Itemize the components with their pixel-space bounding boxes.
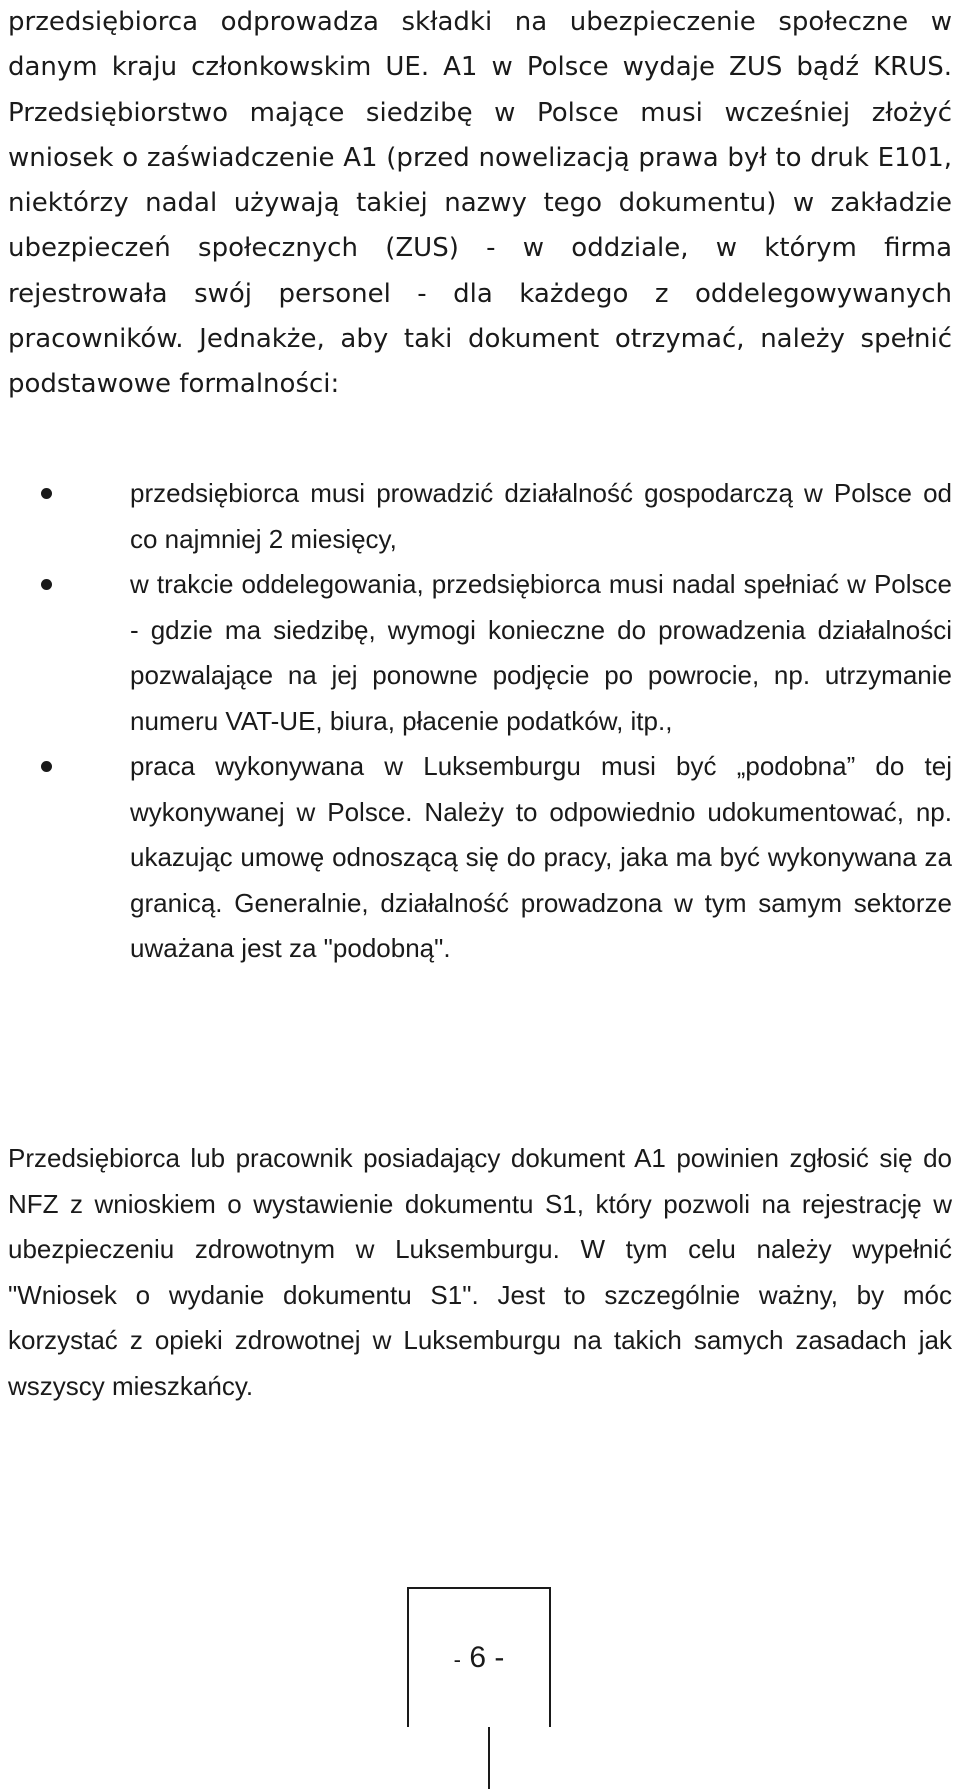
bullet-icon <box>41 488 52 499</box>
list-item <box>0 471 960 562</box>
list-item-text: w trakcie oddelegowania, przedsiębiorca musi nadal spełniać w Polsce - gdzie ma siedzibę, wymogi konieczne do prowadzenia działalności pozwalające na jej ponowne podjęcie po powrocie, np. utrzymanie numeru VAT-UE, biura, płacenie podatków, itp., <box>130 569 952 736</box>
requirements-list <box>0 471 960 972</box>
page-number-value: 6 <box>469 1641 486 1674</box>
page-number-prefix: - <box>453 1647 461 1672</box>
page-number-box <box>407 1587 551 1727</box>
page-number <box>454 1643 505 1673</box>
page-number-connector-line <box>488 1727 490 1789</box>
list-item <box>0 562 960 744</box>
page-number-suffix: - <box>494 1641 505 1674</box>
bullet-icon <box>41 579 52 590</box>
list-item <box>0 744 960 972</box>
bullet-icon <box>41 761 52 772</box>
list-item-text: przedsiębiorca musi prowadzić działalność gospodarczą w Polsce od co najmniej 2 miesięcy, <box>130 478 952 554</box>
paragraph-top: przedsiębiorca odprowadza składki na ubezpieczenie społeczne w danym kraju członkowskim UE. A1 w Polsce wydaje ZUS bądź KRUS. Przedsiębiorstwo mające siedzibę w Polsce musi wcześniej złożyć wniosek o zaświadczenie A1 (przed nowelizacją prawa był to druk E101, niektórzy nadal używają takiej nazwy tego dokumentu) w zakładzie ubezpieczeń społecznych (ZUS) - w oddziale, w którym firma rejestrowała swój personel - dla każdego z oddelegowywanych pracowników. Jednakże, aby taki dokument otrzymać, należy spełnić podstawowe formalności: <box>8 7 952 400</box>
list-item-text: praca wykonywana w Luksemburgu musi być „podobna” do tej wykonywanej w Polsce. Należy to odpowiednio udokumentować, np. ukazując umowę odnoszącą się do pracy, jaka ma być wykonywana za granicą. Generalnie, działalność prowadzona w tym samym sektorze uważana jest za "podobną". <box>130 751 952 963</box>
paragraph-bottom: Przedsiębiorca lub pracownik posiadający dokument A1 powinien zgłosić się do NFZ z wnioskiem o wystawienie dokumentu S1, który pozwoli na rejestrację w ubezpieczeniu zdrowotnym w Luksemburgu. W tym celu należy wypełnić "Wniosek o wydanie dokumentu S1". Jest to szczególnie ważny, by móc korzystać z opieki zdrowotnej w Luksemburgu na takich samych zasadach jak wszyscy mieszkańcy. <box>8 1143 952 1401</box>
